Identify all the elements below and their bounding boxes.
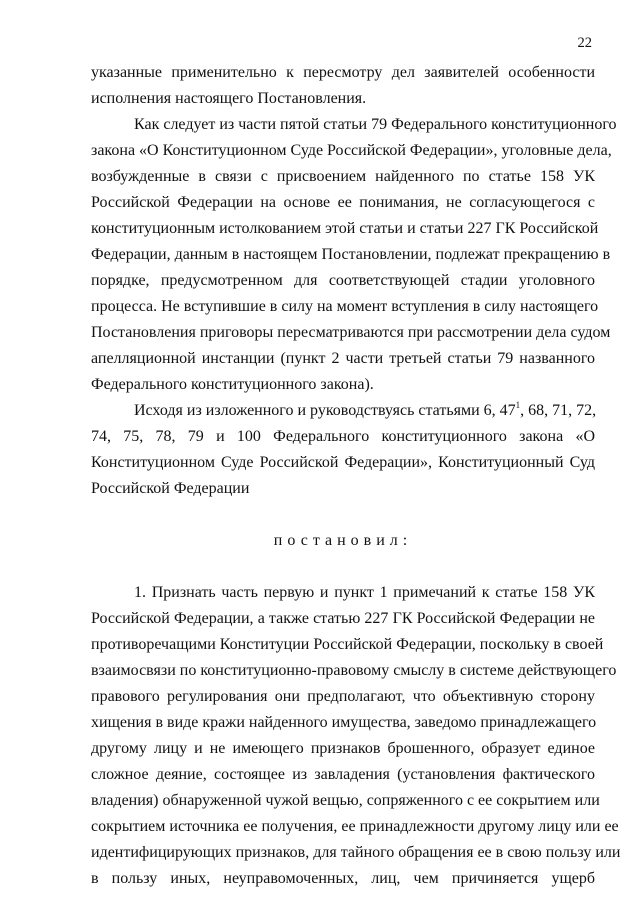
text-line: хищения в виде кражи найденного имущества, заведомо принадлежащего (91, 714, 597, 731)
text-line: возбужденные в связи с присвоением найденного по статье 158 УК (91, 168, 595, 185)
text-line: Постановления приговоры пересматриваются при рассмотрении дела судом (91, 324, 611, 341)
text-run: , 68, 71, 72, (520, 402, 597, 419)
text-line: порядке, предусмотренном для соответствующей стадии уголовного (91, 272, 595, 289)
text-line: владения) обнаруженной чужой вещью, сопряженного с ее сокрытием или (91, 792, 600, 809)
text-line: Федерального конституционного закона). (91, 376, 374, 393)
text-line: Российской Федерации, а также статью 227 ГК Российской Федерации не (91, 610, 595, 627)
text-line: сложное деяние, состоящее из завладения (установления фактического (91, 766, 595, 783)
text-line: Федерации, данным в настоящем Постановлении, подлежат прекращению в (91, 246, 611, 263)
paragraph-first-line: Как следует из части пятой статьи 79 Федерального конституционного (134, 116, 617, 133)
text-line: процесса. Не вступившие в силу на момент вступления в силу настоящего (91, 298, 599, 315)
blank-line (91, 554, 595, 580)
blank-line (91, 502, 595, 528)
text-line: конституционным истолкованием этой статьи и статьи 227 ГК Российской (91, 220, 599, 237)
text-run: Исходя из изложенного и руководствуясь статьями 6, 47 (134, 402, 516, 419)
text-line: идентифицирующих признаков, для тайного обращения ее в свою пользу или (91, 844, 621, 861)
text-line: исполнения настоящего Постановления. (91, 90, 367, 107)
text-line: Конституционном Суде Российской Федерации», Конституционный Суд (91, 454, 595, 471)
text-line: сокрытием источника ее получения, ее принадлежности другому лицу или ее (91, 818, 619, 835)
document-body (91, 60, 621, 892)
text-line: взаимосвязи по конституционно-правовому смыслу в системе действующего (91, 662, 617, 679)
text-line: в пользу иных, неуправомоченных, лиц, чем причиняется ущерб (91, 870, 595, 887)
text-line: закона «О Конституционном Суде Российской Федерации», уголовные дела, (91, 142, 612, 159)
text-line: противоречащими Конституции Российской Федерации, поскольку в своей (91, 636, 604, 653)
text-line: Российской Федерации (91, 480, 250, 497)
text-line: указанные применительно к пересмотру дел заявителей особенности (91, 64, 595, 81)
text-line: 74, 75, 78, 79 и 100 Федерального конституционного закона «О (91, 428, 595, 445)
superscript: 1 (515, 400, 521, 410)
page-number: 22 (577, 35, 592, 51)
text-line: Российской Федерации на основе ее понимания, не согласующегося с (91, 194, 595, 211)
paragraph-first-line: 1. Признать часть первую и пункт 1 примечаний к статье 158 УК (134, 584, 595, 601)
text-line: апелляционной инстанции (пункт 2 части третьей статьи 79 названного (91, 350, 595, 367)
resolution-heading: постановил: (273, 532, 413, 549)
text-line: другому лицу и не имеющего признаков брошенного, образует единое (91, 740, 595, 757)
text-line: правового регулирования они предполагают, что объективную сторону (91, 688, 595, 705)
paragraph-first-line (91, 398, 595, 424)
